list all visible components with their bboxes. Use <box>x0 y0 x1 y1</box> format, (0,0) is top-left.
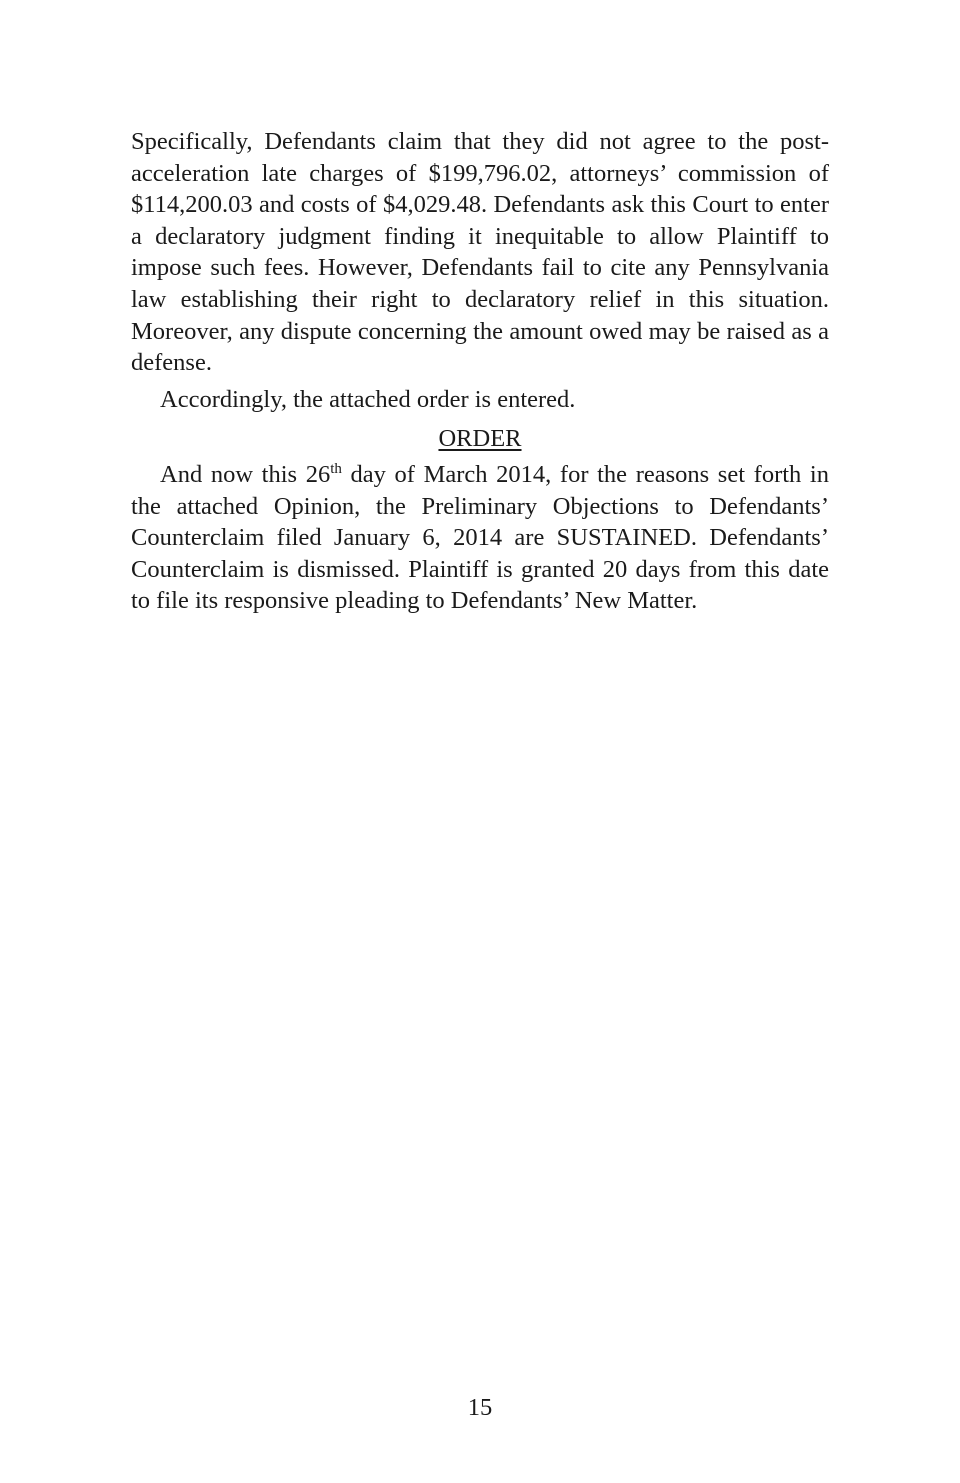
body-text <box>131 126 829 617</box>
opinion-paragraph-accordingly: Accordingly, the attached order is entered. <box>160 385 576 413</box>
order-heading: ORDER <box>438 425 522 453</box>
ordinal-suffix: th <box>330 460 342 477</box>
opinion-paragraph-specifically: Specifically, Defendants claim that they did not agree to the post-acceleration late charges of $199,796.02, attorneys’ commission of $114,200.03 and costs of $4,029.48. Defendants ask this Court to enter a declaratory judgment finding it inequitable to allow Plaintiff to impose such fees. However, Defendants fail to cite any Pennsylvania law establishing their right to declaratory relief in this situation. Moreover, any dispute concerning the amount owed may be raised as a defense. <box>131 128 829 377</box>
order-rest: day of March 2014, for the reasons set forth in the attached Opinion, the Preliminary Objections to Defendants’ Counterclaim filed January 6, 2014 are SUSTAINED. Defendants’ Counterclaim is dismissed. Plaintiff is granted 20 days from this date to file its responsive pleading to Defendants’ New Matter. <box>131 460 829 615</box>
order-lead: And now this 26 <box>160 460 331 488</box>
order-paragraph <box>131 459 829 617</box>
page-number: 15 <box>467 1394 493 1421</box>
